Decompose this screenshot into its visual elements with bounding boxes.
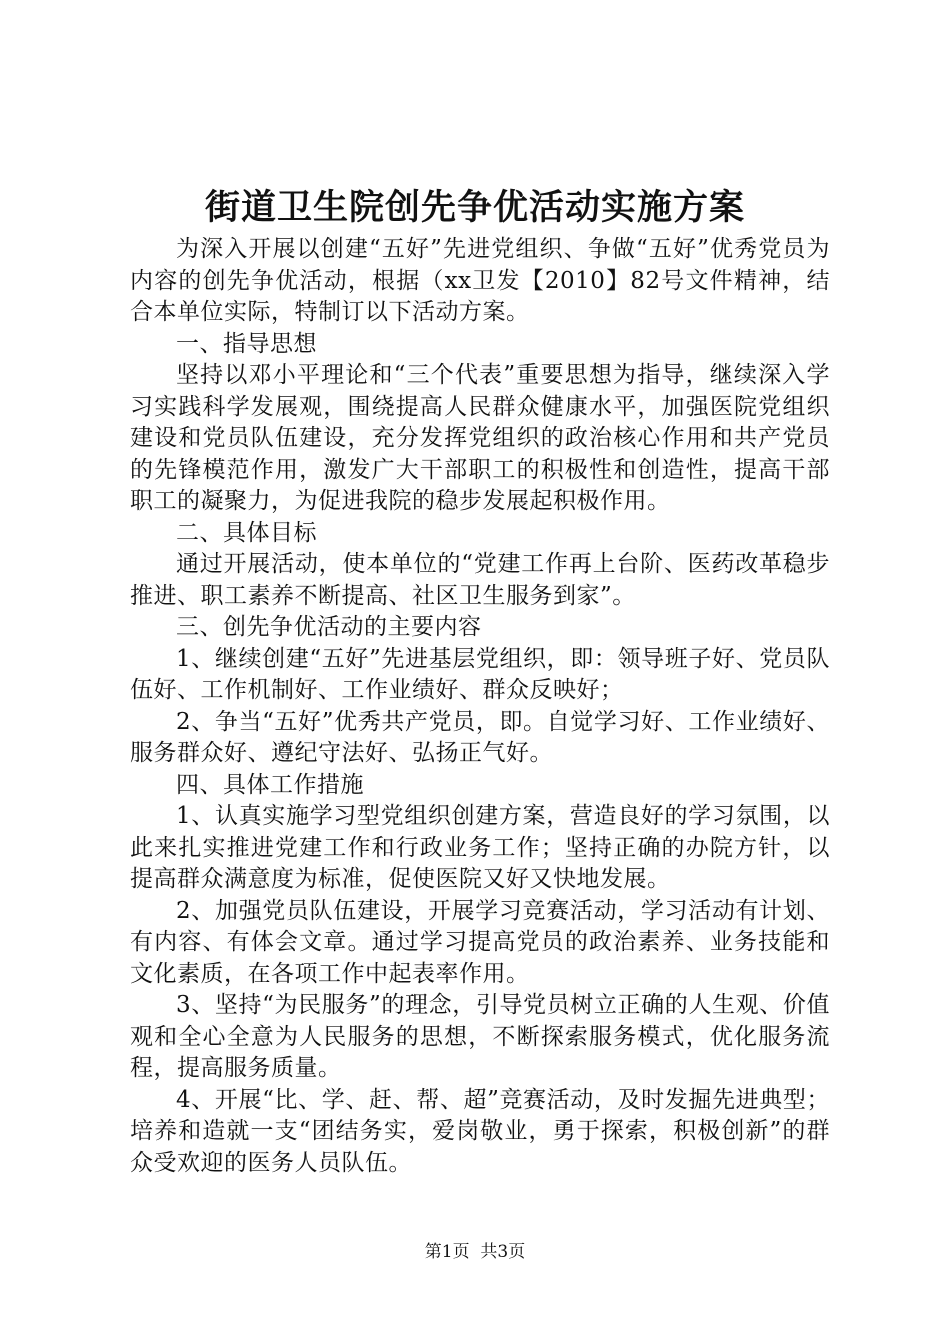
paragraph-goals: 通过开展活动，使本单位的“党建工作再上台阶、医药改革稳步推进、职工素养不断提高、社区卫生服务到家”。: [130, 551, 830, 609]
page-number: 第1页: [424, 1242, 470, 1262]
paragraph-guiding-thought: 坚持以邓小平理论和“三个代表”重要思想为指导，继续深入学习实践科学发展观，围绕提高人民群众健康水平，加强医院党组织建设和党员队伍建设，充分发挥党组织的政治核心作用和共产党员的先锋模范作用，激发广大干部职工的积极性和创造性，提高干部职工的凝聚力，为促进我院的稳步发展起积极作用。: [130, 362, 830, 514]
section-heading-measures: 四、具体工作措施: [176, 771, 364, 798]
document-body: [130, 234, 830, 1179]
section-heading-main-content: 三、创先争优活动的主要内容: [176, 614, 482, 640]
page-footer: [0, 1240, 950, 1264]
paragraph-measure-2: 2、加强党员队伍建设，开展学习竞赛活动，学习活动有计划、有内容、有体会文章。通过学习提高党员的政治素养、业务技能和文化素质，在各项工作中起表率作用。: [130, 897, 830, 987]
paragraph-measure-3: 3、坚持“为民服务”的理念，引导党员树立正确的人生观、价值观和全心全意为人民服务的思想，不断探索服务模式，优化服务流程，提高服务质量。: [130, 992, 830, 1081]
paragraph-content-item-1: 1、继续创建“五好”先进基层党组织，即：领导班子好、党员队伍好、工作机制好、工作业绩好、群众反映好；: [130, 645, 830, 703]
section-heading-goals: 二、具体目标: [176, 519, 317, 546]
paragraph-measure-4: 4、开展“比、学、赶、帮、超”竞赛活动，及时发掘先进典型；培养和造就一支“团结务实，爱岗敬业，勇于探索，积极创新”的群众受欢迎的医务人员队伍。: [130, 1086, 830, 1176]
paragraph-measure-1: 1、认真实施学习型党组织创建方案，营造良好的学习氛围，以此来扎实推进党建工作和行政业务工作；坚持正确的办院方针，以提高群众满意度为标准，促使医院又好又快地发展。: [130, 803, 830, 892]
paragraph-intro: 为深入开展以创建“五好”先进党组织、争做“五好”优秀党员为内容的创先争优活动，根据（xx卫发【2010】82号文件精神，结合本单位实际，特制订以下活动方案。: [130, 236, 830, 325]
page-total: 共3页: [480, 1242, 526, 1262]
document-title: 街道卫生院创先争优活动实施方案: [204, 187, 745, 228]
paragraph-content-item-2: 2、争当“五好”优秀共产党员，即。自觉学习好、工作业绩好、服务群众好、遵纪守法好、弘扬正气好。: [130, 708, 830, 766]
section-heading-guiding-thought: 一、指导思想: [176, 330, 317, 357]
